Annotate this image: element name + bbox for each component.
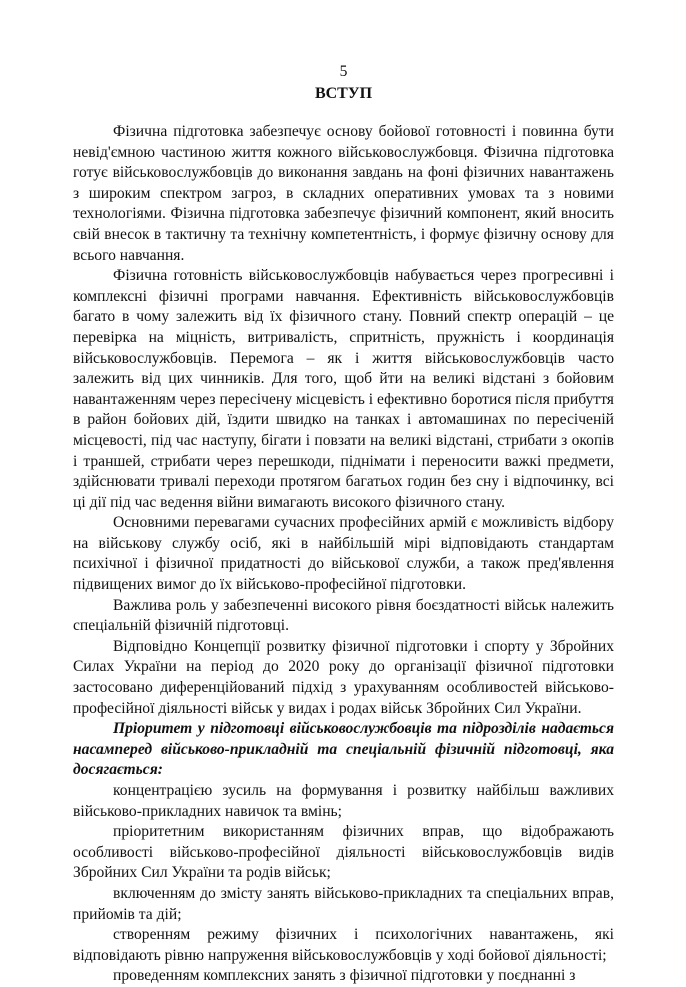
list-item: пріоритетним використанням фізичних вправ, що відображають особливості військово-професійної діяльності військовослужбовців видів Збройних Сил України та родів військ; [73, 823, 614, 882]
list-item: створенням режиму фізичних і психологічних навантажень, які відповідають рівню напруження військовослужбовців у ході бойової діяльності; [73, 926, 614, 964]
list-item: концентрацією зусиль на формування і розвитку найбільш важливих військово-прикладних навичок та вмінь; [73, 782, 614, 820]
paragraph: Основними перевагами сучасних професійних армій є можливість відбору на військову службу осіб, які в найбільшій мірі відповідають стандартам психічної і фізичної придатності до військової служби, а також пред'явлення підвищених вимог до їх військово-професійної підготовки. [73, 514, 614, 594]
paragraph: Фізична готовність військовослужбовців набувається через прогресивні і комплексні фізичні програми навчання. Ефективність військовослужбовців багато в чому залежить від їх фізичного стану. Повний спектр операцій – це перевірка на міцність, витривалість, спритність, пружність і координація військовослужбовців. Перемога – як і життя військовослужбовців часто залежить від цих чинників. Для того, щоб йти на великі відстані з бойовим навантаженням через пересічену місцевість і ефективно боротися після прибуття в район бойових дій, їздити швидко на танках і автомашинах по пересіченій місцевості, під час наступу, бігати і повзати на великі відстані, стрибати з окопів і траншей, стрибати через перешкоди, піднімати і переносити важкі предмети, здійснювати тривалі переходи протягом багатьох годин без сну і відпочинку, всі ці дії під час ведення війни вимагають високого фізичного стану. [73, 267, 614, 511]
list-item: включенням до змісту занять військово-прикладних та спеціальних вправ, прийомів та дій; [73, 884, 614, 923]
page-number: 5 [339, 63, 348, 80]
document-page [73, 62, 614, 987]
list-item: проведенням комплексних занять з фізичної підготовки у поєднанні з [113, 967, 576, 985]
paragraph: Фізична підготовка забезпечує основу бойової готовності і повинна бути невід'ємною частиною життя кожного військовослужбовця. Фізична підготовка готує військовослужбовців до виконання завдань на фоні фізичних навантажень з широким спектром загроз, в складних оперативних умовах та з новими технологіями. Фізична підготовка забезпечує фізичний компонент, який вносить свій внесок в тактичну та технічну компетентність, і формує фізичну основу для всього навчання. [73, 123, 614, 264]
priority-paragraph: Пріоритет у підготовці військовослужбовців та підрозділів надається насамперед військово-прикладній та спеціальній фізичній підготовці, яка досягається: [73, 720, 614, 779]
paragraph: Важлива роль у забезпеченні високого рівня боєздатності військ належить спеціальній фізичній підготовці. [73, 596, 614, 635]
paragraph: Відповідно Концепції розвитку фізичної підготовки і спорту у Збройних Силах України на період до 2020 року до організації фізичної підготовки застосовано диференційований підхід з урахуванням особливостей військово-професійної діяльності військ у видах і родах військ Збройних Сил України. [73, 637, 614, 717]
section-title: ВСТУП [314, 85, 373, 102]
